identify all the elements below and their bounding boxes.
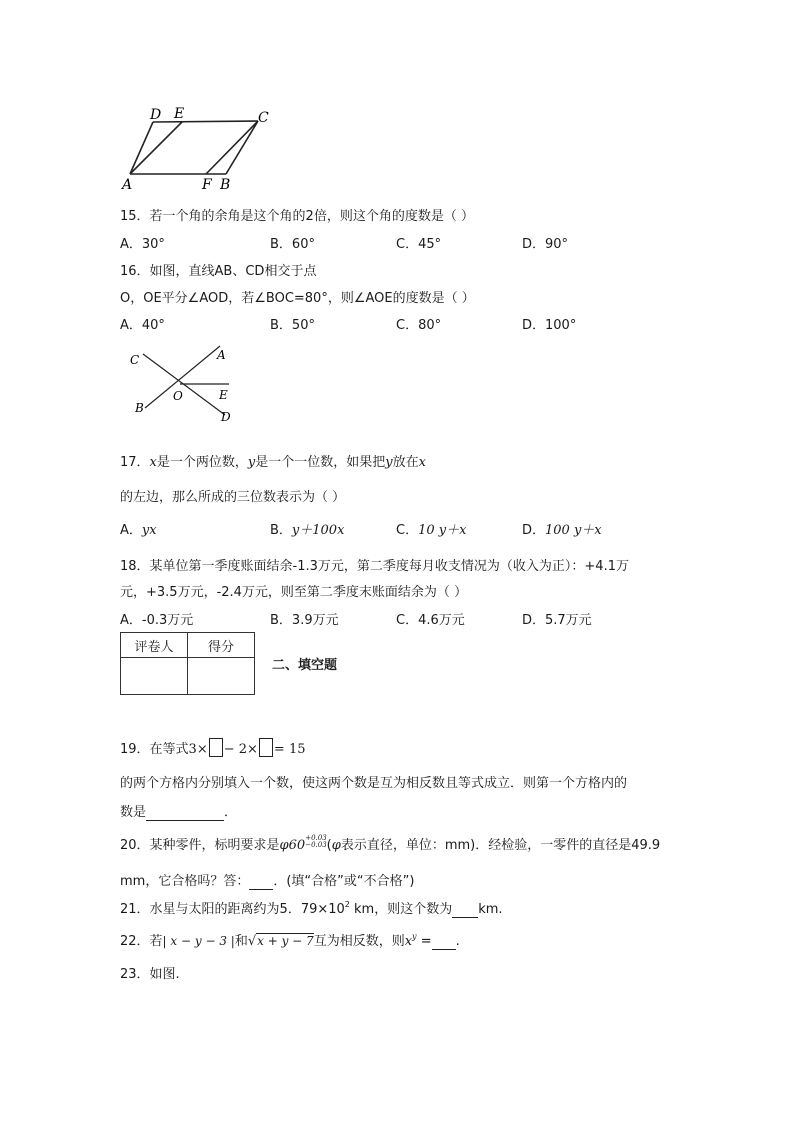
label-a: A	[217, 348, 226, 362]
q15-option-b: B．60°	[270, 237, 315, 252]
q16-option-d: D．100°	[522, 318, 577, 333]
question-16-line1: 16．如图，直线AB、CD相交于点	[120, 264, 317, 279]
label-a: A	[122, 177, 133, 193]
q15-option-c: C．45°	[396, 237, 442, 252]
q20-paren: (	[326, 838, 332, 853]
q15-option-a: A．30°	[120, 237, 165, 252]
question-20-line1	[120, 834, 660, 853]
label-f: F	[202, 177, 212, 193]
question-20-line2	[120, 870, 414, 890]
label-d: D	[221, 410, 231, 424]
q18-option-c: C．4.6万元	[396, 613, 465, 628]
q20-line2a: mm，它合格吗？答：	[120, 874, 250, 889]
q17-option-b: B．y＋100x	[270, 523, 345, 538]
label-e: E	[219, 388, 228, 402]
question-22: 22．若| x − y − 3 |和√x + y − 7互为相反数，则$x^y$ = .	[120, 932, 460, 949]
question-19-line3	[120, 801, 237, 821]
score-table-grader-cell[interactable]	[121, 658, 188, 695]
question-19-line1	[120, 738, 306, 757]
score-table	[120, 632, 255, 695]
q17-var-y2: y	[385, 455, 393, 470]
label-b: B	[135, 401, 144, 415]
q22-answer-blank[interactable]	[432, 934, 456, 950]
q17-text-a: 是一个两位数，	[156, 455, 248, 470]
q22-text-a: 22．若	[120, 934, 163, 949]
q18-option-b: B．3.9万元	[270, 613, 339, 628]
question-21	[120, 898, 503, 918]
q17-number: 17．	[120, 455, 150, 470]
label-c: C	[258, 110, 269, 126]
q19-answer-blank[interactable]	[146, 805, 224, 821]
q22-root-expr: x + y − 7	[257, 934, 314, 948]
q17-text-b: 是一个一位数，如果把	[255, 455, 386, 470]
question-17-line1	[120, 451, 426, 470]
label-d: D	[150, 107, 162, 123]
q21-text-b: km，则这个数为	[349, 902, 453, 917]
q17-option-d: D．100 y＋x	[522, 523, 602, 538]
q18-option-a: A．-0.3万元	[120, 613, 194, 628]
q15-option-d: D．90°	[522, 237, 569, 252]
q19-prefix: 19．在等式	[120, 742, 189, 757]
q22-exp-y: y	[412, 932, 417, 941]
q19-eq-b: − 2×	[223, 742, 258, 757]
question-23: 23．如图.	[120, 967, 180, 982]
question-15: 15．若一个角的余角是这个角的2倍，则这个角的度数是（ ）	[120, 209, 474, 224]
section-title-fill-in: 二、填空题	[272, 658, 338, 673]
q16-option-a: A．40°	[120, 318, 165, 333]
q17-text-c: 放在	[392, 455, 419, 470]
q21-text-a: 21．水星与太阳的距离约为5．79×10	[120, 902, 345, 917]
q20-rest: 表示直径，单位：mm)．经检验，一零件的直径是49.9	[340, 838, 661, 853]
label-o: O	[173, 389, 183, 403]
q19-line3-end: ．	[224, 805, 238, 820]
q19-eq-a: 3×	[188, 742, 208, 757]
q22-base-x: x	[404, 934, 413, 949]
question-16-line2: O，OE平分∠AOD，若∠BOC=80°，则∠AOE的度数是（ ）	[120, 291, 475, 306]
q21-answer-blank[interactable]	[452, 902, 478, 918]
score-table-header-score: 得分	[188, 633, 255, 658]
q22-eq: =	[416, 934, 432, 949]
q17-var-x: x	[149, 455, 157, 470]
q16-option-c: C．80°	[396, 318, 442, 333]
q22-text-b: 和	[234, 934, 248, 949]
q21-text-c: km.	[478, 902, 503, 917]
question-18-line2: 元，+3.5万元，-2.4万元，则至第二季度末账面结余为（ ）	[120, 585, 468, 600]
q20-phi: φ	[331, 838, 341, 853]
q20-phi-60: φ60	[279, 838, 306, 853]
label-e: E	[174, 106, 185, 122]
q22-end: .	[455, 934, 460, 949]
parallelogram-figure	[118, 102, 278, 194]
q20-line2b: ．(填“合格”或“不合格”)	[273, 874, 415, 889]
q17-option-c: C．10 y＋x	[396, 523, 467, 538]
q18-option-d: D．5.7万元	[522, 613, 592, 628]
answer-box-1[interactable]	[209, 738, 223, 757]
q19-line3-text: 数是	[120, 805, 147, 820]
intersecting-lines-figure	[125, 342, 240, 424]
question-17-line2: 的左边，那么所成的三位数表示为（ ）	[120, 490, 346, 505]
answer-box-2[interactable]	[259, 738, 273, 757]
question-18-line1: 18．某单位第一季度账面结余-1.3万元，第二季度每月收支情况为（收入为正）：+4.1万	[120, 559, 629, 574]
label-c: C	[130, 353, 140, 367]
score-table-header-grader: 评卷人	[121, 633, 188, 658]
label-b: B	[220, 177, 231, 193]
q17-option-a: A．yx	[120, 523, 157, 538]
q20-prefix: 20．某种零件，标明要求是	[120, 838, 280, 853]
q20-tolerance: +0.03 −0.03	[305, 834, 327, 849]
q17-var-x2: x	[418, 455, 426, 470]
q17-var-y: y	[247, 455, 256, 470]
q19-eq-c: = 15	[273, 742, 306, 757]
question-19-line2: 的两个方格内分别填入一个数，使这两个数是互为相反数且等式成立．则第一个方格内的	[120, 776, 628, 791]
q21-exponent: 2	[344, 900, 350, 909]
q22-text-c: 互为相反数，则	[313, 934, 405, 949]
q20-answer-blank[interactable]	[249, 874, 273, 890]
q16-option-b: B．50°	[270, 318, 315, 333]
score-table-score-cell[interactable]	[188, 658, 255, 695]
q22-abs-expr: | x − y − 3 |	[162, 934, 235, 948]
